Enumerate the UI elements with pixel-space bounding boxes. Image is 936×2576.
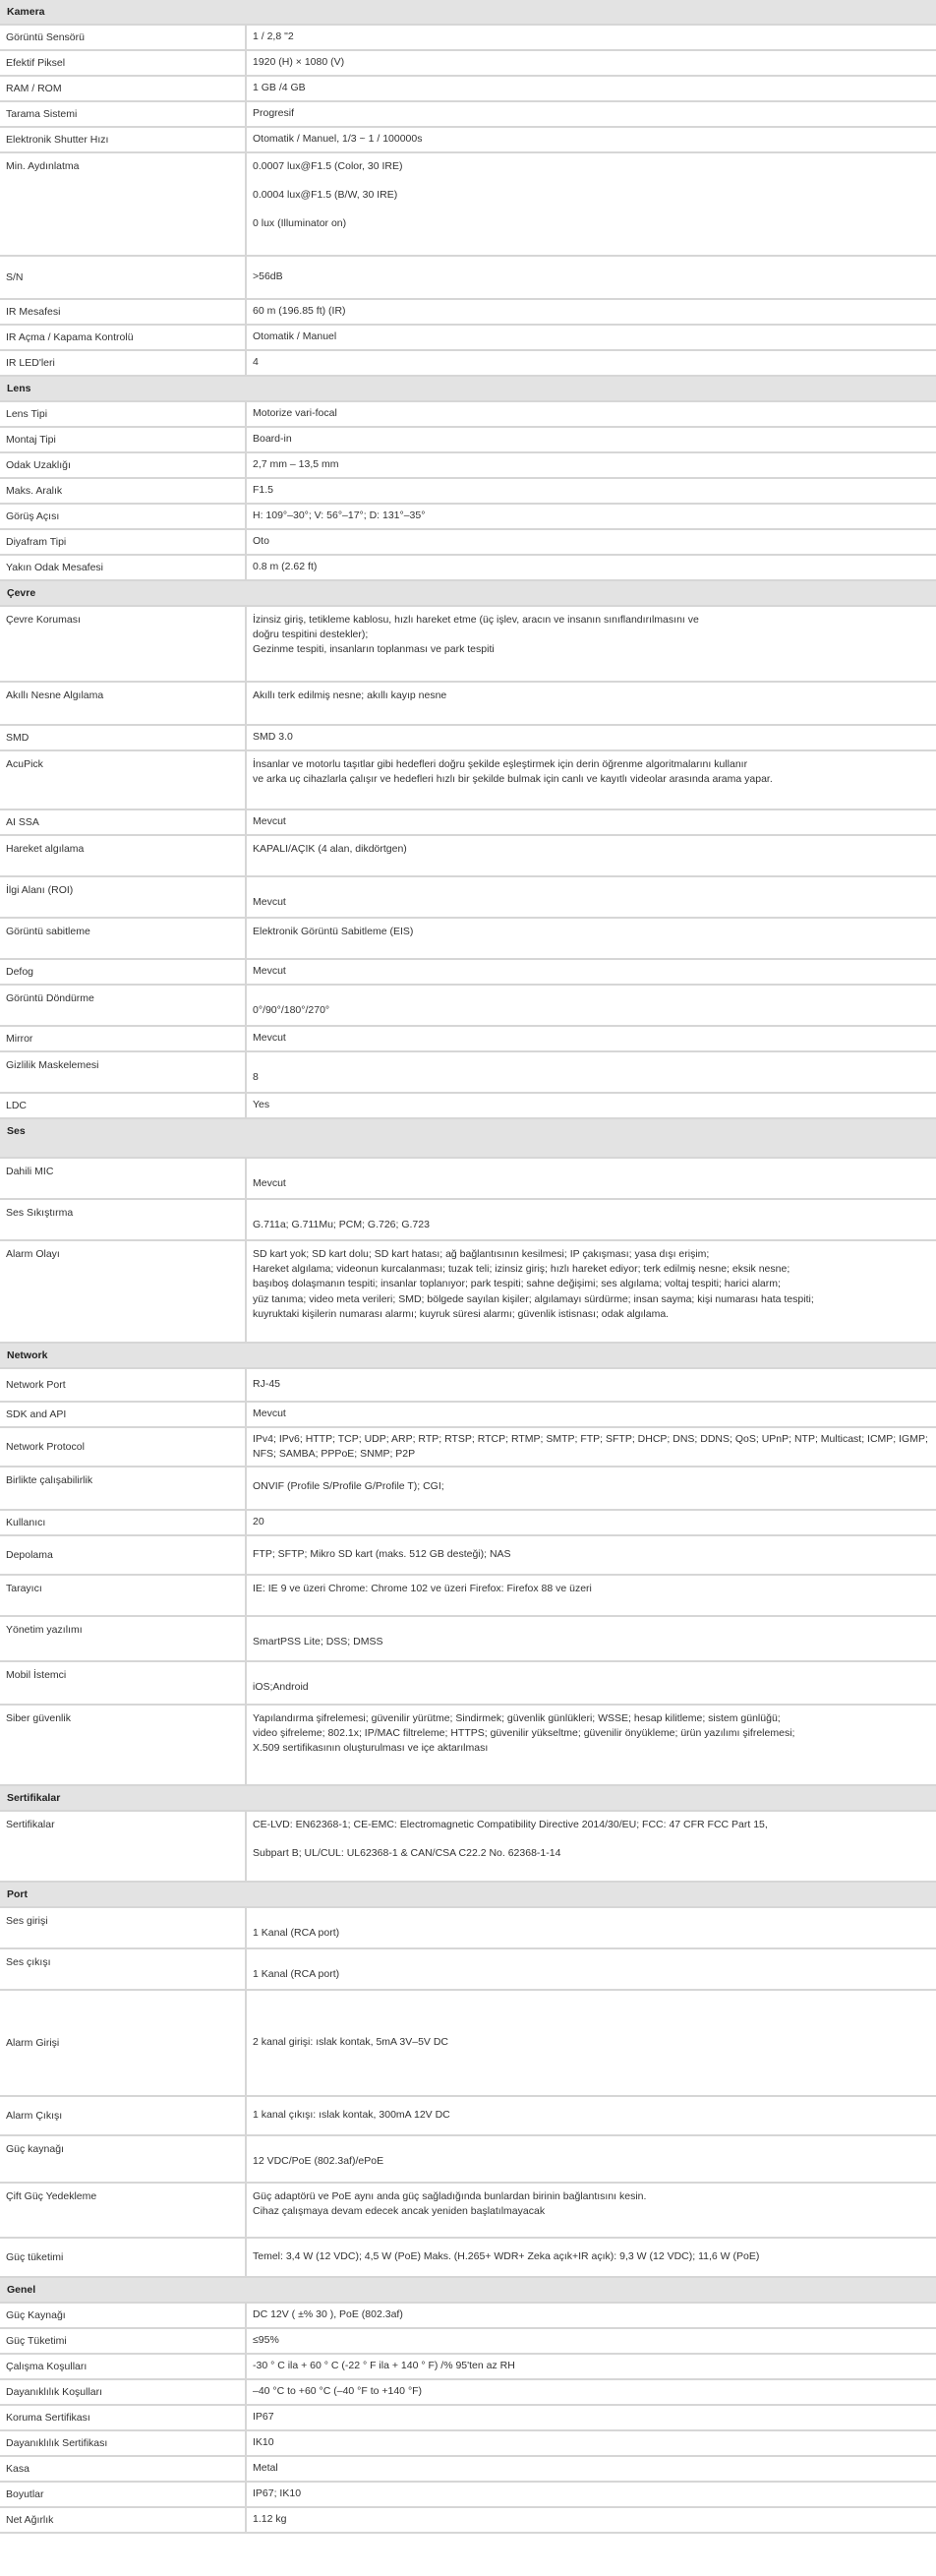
section-header-kamera: Kamera [0,0,936,26]
spec-row-yakin-odak-mesafesi [0,556,936,581]
spec-value [247,77,936,100]
spec-row-ses-cikisi [0,1949,936,1991]
spec-row-cift-guc-yedekleme [0,2184,936,2239]
spec-row-alarm-cikisi [0,2097,936,2136]
spec-value-line: kuyruktaki kişilerin numarası alarmı; kuyruk süresi alarmı; güvenlik istisnası; odak algılama. [253,1307,670,1320]
spec-row-ai-ssa [0,810,936,836]
spec-value-line: Akıllı terk edilmiş nesne; akıllı kayıp nesne [253,689,447,701]
spec-value [247,2304,936,2327]
spec-value-line: Cihaz çalışmaya devam edecek ancak yeniden başlatılmayacak [253,2205,546,2218]
spec-value [247,1027,936,1050]
spec-value [247,2355,936,2378]
spec-label: Mobil İstemci [0,1662,247,1704]
spec-label: RAM / ROM [0,77,247,100]
spec-value-line: 2,7 mm – 13,5 mm [253,458,339,471]
spec-value-line: 0.0007 lux@F1.5 (Color, 30 IRE) [253,160,403,172]
spec-value [247,1908,936,1947]
spec-value-line: IP67 [253,2411,274,2424]
spec-label: AI SSA [0,810,247,834]
spec-label: Güç tüketimi [0,2239,247,2276]
spec-value-line: Mevcut [253,896,286,908]
spec-label: Güç Kaynağı [0,2304,247,2327]
spec-label: Tarama Sistemi [0,102,247,126]
spec-value [247,326,936,349]
spec-label: Net Ağırlık [0,2508,247,2532]
spec-label: Akıllı Nesne Algılama [0,683,247,724]
spec-label: Hareket algılama [0,836,247,875]
spec-value [247,51,936,75]
spec-value [247,402,936,426]
spec-label: Sertifikalar [0,1812,247,1881]
spec-value-line: Yes [253,1099,270,1111]
spec-value [247,751,936,809]
spec-value [247,2508,936,2532]
spec-row-odak-uzakligi [0,453,936,479]
spec-value-line: 12 VDC/PoE (802.3af)/ePoE [253,2155,384,2167]
spec-value [247,1706,936,1784]
spec-row-defog [0,960,936,986]
spec-value-line: 0.0004 lux@F1.5 (B/W, 30 IRE) [253,189,398,202]
spec-row-dayaniklilik-sertifikasi [0,2431,936,2457]
spec-value [247,607,936,681]
spec-value-line: Subpart B; UL/CUL: UL62368-1 & CAN/CSA C22.2 No. 62368-1-14 [253,1847,561,1860]
spec-value-line: Hareket algılama; videonun kurcalanması; tuzak teli; izinsiz giriş; hızlı hareket ediyor; terk edilmiş nesne; eksik nesne; [253,1263,790,1276]
spec-value [247,2136,936,2182]
spec-row-goruntu-sensoru [0,26,936,51]
spec-row-sdk-and-api [0,1403,936,1428]
spec-row-sertifikalar [0,1812,936,1883]
spec-label: Çalışma Koşulları [0,2355,247,2378]
spec-label: Ses Sıkıştırma [0,1200,247,1239]
spec-label: Diyafram Tipi [0,530,247,554]
spec-value-line: ONVIF (Profile S/Profile G/Profile T); CGI; [253,1480,444,1492]
spec-label: Network Protocol [0,1428,247,1466]
spec-value [247,1812,936,1881]
spec-value-line: Yapılandırma şifrelemesi; güvenilir yürütme; Sindirmek; güvenlik günlükleri; WSSE; hesap kilitleme; sistem günlüğü; [253,1712,781,1724]
section-header-network: Network [0,1344,936,1369]
spec-value-line: doğru tespitini destekler); [253,629,369,641]
spec-value [247,1511,936,1534]
spec-value-line: Motorize vari-focal [253,407,337,420]
spec-value [247,1094,936,1117]
spec-value [247,300,936,324]
spec-label: Kullanıcı [0,1511,247,1534]
spec-value-line: 60 m (196.85 ft) (IR) [253,305,346,318]
spec-row-calisma-kosullari [0,2355,936,2380]
spec-label: Dayanıklılık Sertifikası [0,2431,247,2455]
spec-row-depolama [0,1536,936,1576]
spec-row-akilli-nesne-algilama [0,683,936,726]
spec-value-line: 1 kanal çıkışı: ıslak kontak, 300mA 12V DC [253,2109,450,2122]
spec-value [247,2184,936,2237]
spec-row-yonetim-yazilimi [0,1617,936,1662]
spec-row-goruntu-sabitleme [0,919,936,960]
spec-row-cevre-korumasi [0,607,936,683]
spec-value-line: –40 °C to +60 °C (–40 °F to +140 °F) [253,2385,423,2398]
spec-label: LDC [0,1094,247,1117]
spec-row-gorus-acisi [0,505,936,530]
spec-row-guc-tuketimi [0,2329,936,2355]
spec-label: Montaj Tipi [0,428,247,451]
spec-value-line: ve arka uç cihazlarla çalışır ve hedefleri hızlı bir şekilde bulmak için canlı ve kayıtlı videolar arasında arama yapar. [253,773,773,786]
spec-value [247,428,936,451]
spec-value [247,1991,936,2095]
spec-row-smd [0,726,936,751]
spec-label: Gizlilik Maskelemesi [0,1052,247,1092]
spec-label: Ses girişi [0,1908,247,1947]
spec-label: IR Açma / Kapama Kontrolü [0,326,247,349]
spec-value-line: G.711a; G.711Mu; PCM; G.726; G.723 [253,1219,430,1230]
spec-value-line: 1 GB /4 GB [253,82,306,94]
spec-value [247,1949,936,1989]
section-header-sertifikalar: Sertifikalar [0,1786,936,1812]
spec-value [247,1403,936,1426]
spec-value [247,1428,936,1466]
spec-value-line: video şifreleme; 802.1x; IP/MAC filtreleme; HTTPS; güvenilir yükseltme; güvenilir önyükleme; ürün yazılımı şifrelemesi; [253,1727,795,1740]
spec-value [247,153,936,255]
spec-value-line: başıboş dolaşmanın tespiti; insanlar toplanıyor; park tespiti; sahne değişimi; ses algılama; voltaj tespiti; harici alarm; [253,1278,781,1290]
spec-value-line: Oto [253,535,269,548]
spec-label: Maks. Aralık [0,479,247,503]
spec-value [247,1200,936,1239]
spec-value [247,960,936,984]
spec-value-line: 0°/90°/180°/270° [253,1004,330,1016]
spec-value-line: 2 kanal girişi: ıslak kontak, 5mA 3V–5V DC [253,2036,449,2049]
spec-value [247,556,936,579]
spec-value-line: Mevcut [253,965,286,978]
spec-label: Odak Uzaklığı [0,453,247,477]
section-header-port: Port [0,1883,936,1908]
spec-value-line: >56dB [253,270,283,283]
spec-value-line: 1920 (H) × 1080 (V) [253,56,345,69]
spec-label: Dahili MIC [0,1159,247,1198]
spec-label: Güç Tüketimi [0,2329,247,2353]
spec-value [247,2483,936,2506]
spec-value [247,919,936,958]
spec-label: Çevre Koruması [0,607,247,681]
spec-label: IR Mesafesi [0,300,247,324]
spec-value [247,836,936,875]
spec-value-line: SD kart yok; SD kart dolu; SD kart hatası; ağ bağlantısının kesilmesi; IP çakışması; yasa dışı erişim; [253,1248,710,1260]
spec-label: SDK and API [0,1403,247,1426]
spec-label: Network Port [0,1369,247,1401]
spec-value [247,726,936,749]
spec-value-line: Gezinme tespiti, insanların toplanması ve park tespiti [253,643,495,656]
spec-label: Alarm Çıkışı [0,2097,247,2134]
spec-row-elektronik-shutter-hizi [0,128,936,153]
spec-row-kasa [0,2457,936,2483]
spec-label: Tarayıcı [0,1576,247,1615]
spec-value-line: iOS;Android [253,1681,309,1693]
spec-label: Koruma Sertifikası [0,2406,247,2429]
spec-row-guc-kaynagi [0,2304,936,2329]
spec-value-line: 0 lux (Illuminator on) [253,217,347,230]
section-header-cevre: Çevre [0,581,936,607]
spec-value-line: CE-LVD: EN62368-1; CE-EMC: Electromagnetic Compatibility Directive 2014/30/EU; FCC: 47 CFR FCC Part 15, [253,1819,768,1830]
spec-label: Defog [0,960,247,984]
spec-row-birlikte-calisabilirlik [0,1468,936,1511]
spec-row-maks-aralik [0,479,936,505]
spec-row-guc-tuketimi [0,2239,936,2278]
spec-row-ram-rom [0,77,936,102]
spec-value-line: SMD 3.0 [253,731,293,744]
section-header-ses: Ses [0,1119,936,1159]
spec-row-montaj-tipi [0,428,936,453]
spec-row-tarayici [0,1576,936,1617]
spec-value [247,102,936,126]
spec-row-hareket-algilama [0,836,936,877]
spec-label: SMD [0,726,247,749]
spec-value-line: SmartPSS Lite; DSS; DMSS [253,1636,383,1647]
spec-value-line: 1 Kanal (RCA port) [253,1927,340,1939]
spec-row-tarama-sistemi [0,102,936,128]
spec-value-line: F1.5 [253,484,274,497]
spec-value-line: Progresif [253,107,295,120]
spec-value [247,1468,936,1509]
spec-value [247,26,936,49]
spec-value-line: 0.8 m (2.62 ft) [253,561,318,573]
spec-value [247,1159,936,1198]
spec-value-line: DC 12V ( ±% 30 ), PoE (802.3af) [253,2308,403,2321]
spec-value-line: FTP; SFTP; Mikro SD kart (maks. 512 GB desteği); NAS [253,1548,511,1561]
section-header-lens: Lens [0,377,936,402]
spec-value-line: Mevcut [253,1408,286,1420]
spec-value [247,2239,936,2276]
spec-value [247,2431,936,2455]
spec-row-boyutlar [0,2483,936,2508]
spec-row-alarm-girisi [0,1991,936,2097]
spec-value [247,1052,936,1092]
spec-row-dahili-mic [0,1159,936,1200]
spec-value [247,479,936,503]
spec-label: Min. Aydınlatma [0,153,247,255]
spec-value [247,2329,936,2353]
spec-value-line: KAPALI/AÇIK (4 alan, dikdörtgen) [253,843,407,855]
spec-value [247,1576,936,1615]
spec-value-line: İnsanlar ve motorlu taşıtlar gibi hedefleri doğru şekilde eşleştirmek için derin öğrenme algoritmalarını kullanır [253,758,748,770]
spec-row-siber-guvenlik [0,1706,936,1786]
spec-value-line: 1 / 2,8 "2 [253,30,294,43]
spec-value [247,257,936,298]
spec-value-line: Otomatik / Manuel, 1/3 ~ 1 / 100000s [253,133,423,146]
spec-label: Lens Tipi [0,402,247,426]
spec-value-line: Mevcut [253,815,286,828]
spec-row-alarm-olayi [0,1241,936,1344]
spec-value-line: IPv4; IPv6; HTTP; TCP; UDP; ARP; RTP; RTSP; RTCP; RTMP; SMTP; FTP; SFTP; DHCP; DNS; DDNS; QoS; UPnP; NTP; Multicast; ICMP; IGMP; [253,1432,928,1445]
spec-label: Güç kaynağı [0,2136,247,2182]
spec-label: Elektronik Shutter Hızı [0,128,247,151]
spec-value [247,453,936,477]
spec-value [247,128,936,151]
spec-value-line: ≤95% [253,2334,279,2347]
spec-row-min-aydinlatma [0,153,936,257]
spec-row-guc-kaynagi [0,2136,936,2184]
spec-label: Dayanıklılık Koşulları [0,2380,247,2404]
spec-row-ir-mesafesi [0,300,936,326]
spec-value [247,1369,936,1401]
spec-label: Depolama [0,1536,247,1574]
spec-label: İlgi Alanı (ROI) [0,877,247,917]
spec-value [247,2380,936,2404]
spec-value-line: IP67; IK10 [253,2487,302,2500]
spec-value [247,986,936,1025]
spec-value-line: 4 [253,356,259,369]
spec-value-line: NFS; SAMBA; PPPoE; SNMP; P2P [253,1448,416,1460]
spec-row-ir-acma-kapama-kontrolu [0,326,936,351]
spec-value-line: 1 Kanal (RCA port) [253,1968,340,1980]
spec-value-line: RJ-45 [253,1378,281,1391]
spec-row-goruntu-dondurme [0,986,936,1027]
spec-row-efektif-piksel [0,51,936,77]
spec-value [247,1662,936,1704]
spec-label: Görüntü sabitleme [0,919,247,958]
spec-label: Çift Güç Yedekleme [0,2184,247,2237]
spec-row-koruma-sertifikasi [0,2406,936,2431]
spec-label: Siber güvenlik [0,1706,247,1784]
spec-label: Efektif Piksel [0,51,247,75]
spec-label: S/N [0,257,247,298]
spec-label: AcuPick [0,751,247,809]
spec-value-line: yüz tanıma; video meta verileri; SMD; bölgede sayılan kişiler; algılamayı sürdürme; insan sayma; kişi numarası hata tespiti; [253,1292,814,1305]
spec-value-line: Mevcut [253,1032,286,1045]
spec-value-line: Otomatik / Manuel [253,330,337,343]
spec-label: Görüş Açısı [0,505,247,528]
spec-label: Alarm Olayı [0,1241,247,1342]
spec-row-lens-tipi [0,402,936,428]
spec-label: Kasa [0,2457,247,2481]
spec-value-line: Güç adaptörü ve PoE aynı anda güç sağladığında bunlardan birinin bağlantısını kesin. [253,2190,647,2202]
spec-row-mirror [0,1027,936,1052]
spec-value-line: 1.12 kg [253,2513,287,2526]
spec-label: Görüntü Sensörü [0,26,247,49]
spec-label: IR LED'leri [0,351,247,375]
spec-value [247,530,936,554]
spec-value [247,351,936,375]
spec-value-line: IK10 [253,2436,274,2449]
spec-value [247,877,936,917]
spec-value-line: Mevcut [253,1177,286,1189]
spec-label: Boyutlar [0,2483,247,2506]
spec-value-line: İzinsiz giriş, tetikleme kablosu, hızlı hareket etme (üç işlev, aracın ve insanın sınıflandırılmasını ve [253,614,699,626]
spec-value [247,1241,936,1342]
spec-value-line: Elektronik Görüntü Sabitleme (EIS) [253,926,414,937]
spec-label: Görüntü Döndürme [0,986,247,1025]
spec-row-ir-led-leri [0,351,936,377]
spec-label: Yönetim yazılımı [0,1617,247,1660]
spec-value-line: 20 [253,1516,264,1528]
spec-row-diyafram-tipi [0,530,936,556]
spec-value [247,2406,936,2429]
spec-row-acupick [0,751,936,810]
spec-value-line: IE: IE 9 ve üzeri Chrome: Chrome 102 ve üzeri Firefox: Firefox 88 ve üzeri [253,1583,592,1594]
spec-value-line: H: 109°–30°; V: 56°–17°; D: 131°–35° [253,509,426,522]
spec-value-line: Board-in [253,433,292,446]
spec-row-ses-girisi [0,1908,936,1949]
spec-row-net-agirlik [0,2508,936,2534]
spec-value [247,2457,936,2481]
spec-value [247,2097,936,2134]
spec-label: Mirror [0,1027,247,1050]
spec-value-line: -30 ° C ila + 60 ° C (-22 ° F ila + 140 ° F) /% 95'ten az RH [253,2360,515,2372]
spec-row-mobil-i-stemci [0,1662,936,1706]
spec-row-ldc [0,1094,936,1119]
spec-value-line: X.509 sertifikasının oluşturulması ve içe aktarılması [253,1742,489,1755]
spec-row-network-protocol [0,1428,936,1468]
spec-value-line: Temel: 3,4 W (12 VDC); 4,5 W (PoE) Maks. (H.265+ WDR+ Zeka açık+IR açık): 9,3 W (12 VDC); 11,6 W (PoE) [253,2250,760,2263]
section-header-genel: Genel [0,2278,936,2304]
spec-row-dayaniklilik-kosullari [0,2380,936,2406]
spec-label: Birlikte çalışabilirlik [0,1468,247,1509]
spec-row-i-lgi-alani-roi [0,877,936,919]
spec-label: Yakın Odak Mesafesi [0,556,247,579]
spec-value-line: 8 [253,1071,259,1083]
spec-row-s-n [0,257,936,300]
spec-value [247,1536,936,1574]
spec-value-line: Metal [253,2462,278,2475]
spec-row-kullanici [0,1511,936,1536]
spec-value [247,1617,936,1660]
spec-value [247,505,936,528]
spec-row-gizlilik-maskelemesi [0,1052,936,1094]
spec-row-ses-sikistirma [0,1200,936,1241]
spec-row-network-port [0,1369,936,1403]
spec-value [247,683,936,724]
spec-label: Ses çıkışı [0,1949,247,1989]
spec-label: Alarm Girişi [0,1991,247,2095]
spec-value [247,810,936,834]
